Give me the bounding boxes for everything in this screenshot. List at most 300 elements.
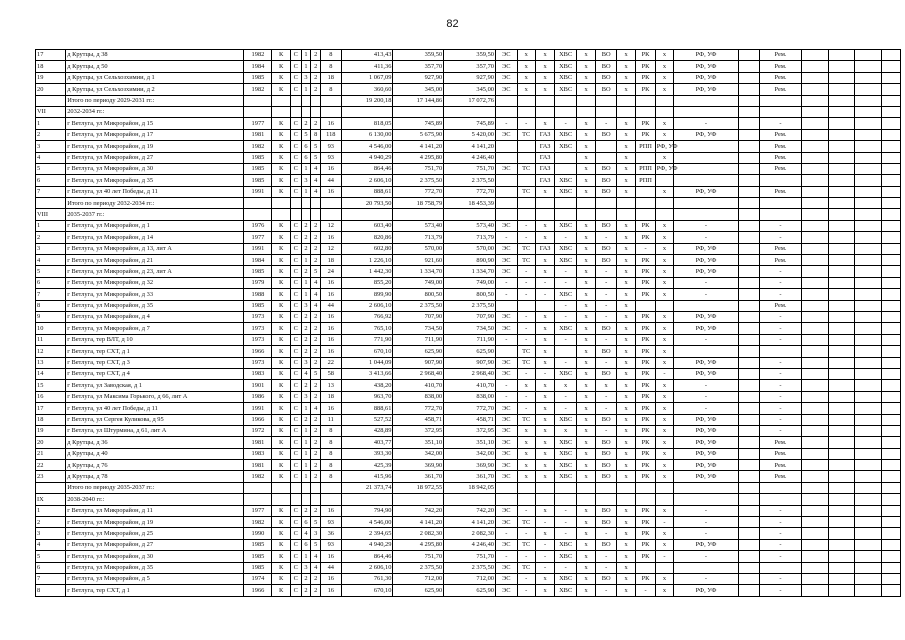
floors-cell	[301, 482, 311, 493]
year-cell: 1985	[244, 152, 272, 163]
roof-cell	[636, 152, 655, 163]
gas-cell: х	[535, 346, 554, 357]
apartments-cell: 93	[321, 141, 342, 152]
heating-cell: х	[517, 471, 535, 482]
heating-cell: ТС	[517, 129, 535, 140]
col-27-cell	[882, 323, 901, 334]
waste-cell	[616, 95, 635, 106]
hot-water-cell: х	[576, 152, 595, 163]
col-24-cell	[801, 266, 828, 277]
apartments-cell: 8	[321, 84, 342, 95]
waste-cell: х	[616, 551, 635, 562]
waste-cell: х	[616, 61, 635, 72]
year-cell: 1973	[244, 311, 272, 322]
living-area-cell: 372,95	[393, 425, 444, 436]
repair-cell	[760, 482, 801, 493]
col-27-cell	[882, 129, 901, 140]
row-number-cell: 22	[36, 460, 66, 471]
total-area-cell: 2 394,65	[341, 528, 393, 539]
residential-area-cell: 357,70	[444, 61, 496, 72]
apartments-cell: 18	[321, 72, 342, 83]
heating-cell: -	[517, 266, 535, 277]
year-cell: 1966	[244, 414, 272, 425]
year-cell: 1966	[244, 346, 272, 357]
floors-cell	[301, 198, 311, 209]
col-26-cell	[855, 494, 882, 505]
year-cell: 1982	[244, 471, 272, 482]
col-27-cell	[882, 311, 901, 322]
floors-cell: 2	[301, 380, 311, 391]
walls-cell: С	[290, 289, 301, 300]
col-26-cell	[855, 414, 882, 425]
gas-cell: х	[535, 220, 554, 231]
heating-cell: ТС	[517, 255, 535, 266]
col-26-cell	[855, 346, 882, 357]
material-cell: К	[272, 368, 290, 379]
heating-cell: х	[517, 50, 535, 61]
cold-water-cell: ХВС	[555, 255, 577, 266]
roof-type-cell: х	[655, 357, 673, 368]
basement-cell	[738, 528, 760, 539]
address-cell: Итого по периоду 2032-2034 гг.:	[66, 198, 244, 209]
col-27-cell	[882, 357, 901, 368]
residential-area-cell: 361,70	[444, 471, 496, 482]
power-cell: ЭС	[495, 129, 517, 140]
walls-cell: С	[290, 391, 301, 402]
year-cell: 1982	[244, 141, 272, 152]
entrances-cell	[311, 95, 321, 106]
power-cell: -	[495, 289, 517, 300]
hot-water-cell: х	[576, 84, 595, 95]
row-number-cell: 13	[36, 357, 66, 368]
address-cell: г Ветлуга, ул Микрорайон, д 27	[66, 152, 244, 163]
facade-cell: РФ, УФ	[674, 61, 739, 72]
year-cell: 1983	[244, 368, 272, 379]
heating-cell: х	[517, 437, 535, 448]
facade-cell	[674, 141, 739, 152]
roof-cell: РК	[636, 84, 655, 95]
col-24-cell	[801, 539, 828, 550]
power-cell: ЭС	[495, 311, 517, 322]
col-27-cell	[882, 517, 901, 528]
col-27-cell	[882, 505, 901, 516]
power-cell: ЭС	[495, 163, 517, 174]
heating-cell	[517, 300, 535, 311]
hot-water-cell: х	[576, 129, 595, 140]
hot-water-cell	[576, 198, 595, 209]
walls-cell: С	[290, 175, 301, 186]
col-25-cell	[828, 50, 855, 61]
walls-cell: С	[290, 471, 301, 482]
roof-type-cell: х	[655, 380, 673, 391]
repair-cell: Рем.	[760, 61, 801, 72]
table-row	[36, 198, 901, 209]
residential-area-cell: 2 968,40	[444, 368, 496, 379]
col-25-cell	[828, 460, 855, 471]
entrances-cell: 4	[311, 277, 321, 288]
floors-cell	[301, 95, 311, 106]
col-25-cell	[828, 346, 855, 357]
table-row	[36, 562, 901, 573]
heating-cell: х	[517, 61, 535, 72]
walls-cell: С	[290, 562, 301, 573]
hot-water-cell: х	[576, 289, 595, 300]
col-26-cell	[855, 573, 882, 584]
col-27-cell	[882, 528, 901, 539]
apartments-cell: 8	[321, 448, 342, 459]
roof-cell: РК	[636, 551, 655, 562]
entrances-cell: 3	[311, 528, 321, 539]
cold-water-cell: -	[555, 528, 577, 539]
gas-cell: -	[535, 289, 554, 300]
sewer-cell: ВО	[596, 573, 617, 584]
material-cell: К	[272, 163, 290, 174]
col-27-cell	[882, 346, 901, 357]
col-25-cell	[828, 517, 855, 528]
power-cell	[495, 152, 517, 163]
col-25-cell	[828, 198, 855, 209]
row-number-cell: 19	[36, 425, 66, 436]
address-cell: г Ветлуга, ул Сергея Куликова, д 95	[66, 414, 244, 425]
hot-water-cell: х	[576, 141, 595, 152]
col-24-cell	[801, 403, 828, 414]
residential-area-cell: 372,95	[444, 425, 496, 436]
material-cell: К	[272, 437, 290, 448]
material-cell: К	[272, 517, 290, 528]
heating-cell: х	[517, 460, 535, 471]
sewer-cell: ВО	[596, 346, 617, 357]
roof-cell: РК	[636, 505, 655, 516]
floors-cell: 3	[301, 562, 311, 573]
material-cell: К	[272, 141, 290, 152]
material-cell: К	[272, 277, 290, 288]
roof-cell	[636, 106, 655, 117]
residential-area-cell: 4 246,40	[444, 152, 496, 163]
living-area-cell	[393, 209, 444, 220]
living-area-cell: 5 675,90	[393, 129, 444, 140]
roof-cell: РК	[636, 61, 655, 72]
apartments-cell: 16	[321, 573, 342, 584]
roof-cell	[636, 494, 655, 505]
hot-water-cell: х	[576, 220, 595, 231]
col-26-cell	[855, 425, 882, 436]
col-27-cell	[882, 106, 901, 117]
col-25-cell	[828, 220, 855, 231]
table-row	[36, 61, 901, 72]
total-area-cell: 818,05	[341, 118, 393, 129]
entrances-cell: 2	[311, 346, 321, 357]
total-area-cell: 425,39	[341, 460, 393, 471]
apartments-cell: 11	[321, 414, 342, 425]
entrances-cell: 4	[311, 186, 321, 197]
entrances-cell	[311, 209, 321, 220]
gas-cell: ГАЗ	[535, 175, 554, 186]
col-27-cell	[882, 403, 901, 414]
apartments-cell: 12	[321, 220, 342, 231]
cold-water-cell: ХВС	[555, 175, 577, 186]
roof-cell: РК	[636, 368, 655, 379]
year-cell	[244, 494, 272, 505]
apartments-cell	[321, 482, 342, 493]
hot-water-cell: х	[576, 255, 595, 266]
sewer-cell: -	[596, 334, 617, 345]
gas-cell: х	[535, 391, 554, 402]
facade-cell	[674, 198, 739, 209]
apartments-cell: 16	[321, 551, 342, 562]
material-cell: К	[272, 266, 290, 277]
residential-area-cell: 625,90	[444, 346, 496, 357]
col-27-cell	[882, 300, 901, 311]
row-number-cell: 7	[36, 186, 66, 197]
residential-area-cell: 570,00	[444, 243, 496, 254]
material-cell: К	[272, 255, 290, 266]
power-cell: ЭС	[495, 403, 517, 414]
year-cell: 1985	[244, 300, 272, 311]
col-26-cell	[855, 289, 882, 300]
roof-type-cell: х	[655, 84, 673, 95]
walls-cell: С	[290, 551, 301, 562]
walls-cell: С	[290, 403, 301, 414]
row-number-cell: 8	[36, 300, 66, 311]
gas-cell	[535, 300, 554, 311]
waste-cell: х	[616, 232, 635, 243]
col-26-cell	[855, 551, 882, 562]
gas-cell: -	[535, 277, 554, 288]
table-row	[36, 357, 901, 368]
cold-water-cell: ХВС	[555, 141, 577, 152]
table-row	[36, 72, 901, 83]
cold-water-cell: ХВС	[555, 551, 577, 562]
cold-water-cell: ХВС	[555, 186, 577, 197]
year-cell: 1973	[244, 334, 272, 345]
gas-cell: х	[535, 255, 554, 266]
living-area-cell: 734,50	[393, 323, 444, 334]
page-number: 82	[446, 18, 459, 30]
apartments-cell: 16	[321, 118, 342, 129]
col-25-cell	[828, 232, 855, 243]
living-area-cell	[393, 106, 444, 117]
roof-type-cell	[655, 209, 673, 220]
hot-water-cell: х	[576, 311, 595, 322]
table-row	[36, 482, 901, 493]
row-number-cell: 3	[36, 243, 66, 254]
floors-cell	[301, 106, 311, 117]
repair-cell: -	[760, 517, 801, 528]
repair-cell: -	[760, 311, 801, 322]
residential-area-cell: 712,00	[444, 573, 496, 584]
waste-cell: х	[616, 84, 635, 95]
cold-water-cell	[555, 152, 577, 163]
living-area-cell: 4 295,80	[393, 152, 444, 163]
address-cell: г Ветлуга, ул Штурмина, д 61, лит А	[66, 425, 244, 436]
row-number-cell: 4	[36, 539, 66, 550]
floors-cell: 6	[301, 517, 311, 528]
heating-cell: ТС	[517, 163, 535, 174]
apartments-cell: 16	[321, 346, 342, 357]
col-27-cell	[882, 585, 901, 596]
repair-cell	[760, 175, 801, 186]
repair-cell: -	[760, 118, 801, 129]
total-area-cell	[341, 209, 393, 220]
year-cell: 1973	[244, 323, 272, 334]
total-area-cell: 3 413,66	[341, 368, 393, 379]
floors-cell: 6	[301, 539, 311, 550]
apartments-cell	[321, 106, 342, 117]
power-cell: ЭС	[495, 414, 517, 425]
col-27-cell	[882, 277, 901, 288]
col-25-cell	[828, 72, 855, 83]
power-cell: ЭС	[495, 357, 517, 368]
walls-cell: С	[290, 255, 301, 266]
living-area-cell: 751,70	[393, 163, 444, 174]
col-25-cell	[828, 152, 855, 163]
residential-area-cell: 625,90	[444, 585, 496, 596]
col-25-cell	[828, 471, 855, 482]
heating-cell	[517, 209, 535, 220]
col-24-cell	[801, 118, 828, 129]
apartments-cell: 16	[321, 334, 342, 345]
col-26-cell	[855, 517, 882, 528]
apartments-cell: 8	[321, 425, 342, 436]
col-24-cell	[801, 220, 828, 231]
basement-cell	[738, 186, 760, 197]
col-27-cell	[882, 152, 901, 163]
row-number-cell: 7	[36, 573, 66, 584]
row-number-cell: 9	[36, 311, 66, 322]
sewer-cell: -	[596, 232, 617, 243]
entrances-cell: 4	[311, 300, 321, 311]
waste-cell: х	[616, 403, 635, 414]
col-27-cell	[882, 243, 901, 254]
address-cell: г Ветлуга, ул Микрорайон, д 23, лит А	[66, 266, 244, 277]
basement-cell	[738, 414, 760, 425]
gas-cell	[535, 106, 554, 117]
walls-cell	[290, 95, 301, 106]
basement-cell	[738, 106, 760, 117]
apartments-cell: 93	[321, 152, 342, 163]
row-number-cell: 5	[36, 163, 66, 174]
hot-water-cell: х	[576, 448, 595, 459]
table-row	[36, 391, 901, 402]
power-cell: ЭС	[495, 517, 517, 528]
total-area-cell: 21 373,74	[341, 482, 393, 493]
sewer-cell: ВО	[596, 84, 617, 95]
row-number-cell: 1	[36, 220, 66, 231]
basement-cell	[738, 494, 760, 505]
sewer-cell: ВО	[596, 471, 617, 482]
roof-type-cell	[655, 175, 673, 186]
cold-water-cell	[555, 482, 577, 493]
row-number-cell: 5	[36, 551, 66, 562]
hot-water-cell: х	[576, 277, 595, 288]
cold-water-cell: ХВС	[555, 84, 577, 95]
col-25-cell	[828, 255, 855, 266]
col-24-cell	[801, 95, 828, 106]
residential-area-cell: 907,90	[444, 357, 496, 368]
power-cell	[495, 482, 517, 493]
basement-cell	[738, 266, 760, 277]
roof-cell: РК	[636, 266, 655, 277]
waste-cell: х	[616, 539, 635, 550]
col-24-cell	[801, 551, 828, 562]
repair-cell: -	[760, 414, 801, 425]
roof-type-cell: х	[655, 460, 673, 471]
col-27-cell	[882, 460, 901, 471]
residential-area-cell	[444, 494, 496, 505]
year-cell: 1981	[244, 437, 272, 448]
waste-cell	[616, 209, 635, 220]
living-area-cell: 4 141,20	[393, 141, 444, 152]
residential-area-cell: 458,71	[444, 414, 496, 425]
col-27-cell	[882, 551, 901, 562]
living-area-cell: 18 758,79	[393, 198, 444, 209]
address-cell: г Ветлуга, ул Микрорайон, д 7	[66, 323, 244, 334]
roof-cell: РПП	[636, 141, 655, 152]
cold-water-cell: -	[555, 505, 577, 516]
roof-cell: РК	[636, 448, 655, 459]
col-25-cell	[828, 186, 855, 197]
col-24-cell	[801, 448, 828, 459]
address-cell: г Ветлуга, тер ВЛТ, д 10	[66, 334, 244, 345]
row-number-cell: 1	[36, 118, 66, 129]
facade-cell: -	[674, 505, 739, 516]
row-number-cell: 3	[36, 528, 66, 539]
power-cell	[495, 494, 517, 505]
address-cell: г Ветлуга, тер СХТ, д 4	[66, 368, 244, 379]
address-cell: г Ветлуга, ул Микрорайон, д 30	[66, 551, 244, 562]
facade-cell: -	[674, 573, 739, 584]
walls-cell: С	[290, 152, 301, 163]
sewer-cell: ВО	[596, 61, 617, 72]
col-26-cell	[855, 220, 882, 231]
basement-cell	[738, 482, 760, 493]
walls-cell: С	[290, 163, 301, 174]
year-cell: 1985	[244, 175, 272, 186]
col-25-cell	[828, 277, 855, 288]
apartments-cell	[321, 95, 342, 106]
living-area-cell: 345,00	[393, 84, 444, 95]
col-24-cell	[801, 380, 828, 391]
material-cell	[272, 198, 290, 209]
repair-cell: -	[760, 368, 801, 379]
living-area-cell: 1 334,70	[393, 266, 444, 277]
material-cell: К	[272, 562, 290, 573]
row-number-cell: 2	[36, 232, 66, 243]
walls-cell: С	[290, 232, 301, 243]
residential-area-cell: 2 082,30	[444, 528, 496, 539]
walls-cell: С	[290, 266, 301, 277]
repair-cell: -	[760, 323, 801, 334]
gas-cell: х	[535, 528, 554, 539]
address-cell: г Ветлуга, ул Микрорайон, д 27	[66, 539, 244, 550]
table-row	[36, 255, 901, 266]
cold-water-cell	[555, 163, 577, 174]
hot-water-cell	[576, 95, 595, 106]
apartments-cell: 16	[321, 585, 342, 596]
waste-cell: х	[616, 289, 635, 300]
col-24-cell	[801, 106, 828, 117]
heating-cell: -	[517, 323, 535, 334]
waste-cell: х	[616, 152, 635, 163]
col-25-cell	[828, 505, 855, 516]
roof-type-cell: х	[655, 334, 673, 345]
entrances-cell: 4	[311, 163, 321, 174]
row-number-cell: 11	[36, 334, 66, 345]
roof-type-cell: х	[655, 403, 673, 414]
floors-cell: 1	[301, 425, 311, 436]
floors-cell	[301, 494, 311, 505]
gas-cell: х	[535, 50, 554, 61]
